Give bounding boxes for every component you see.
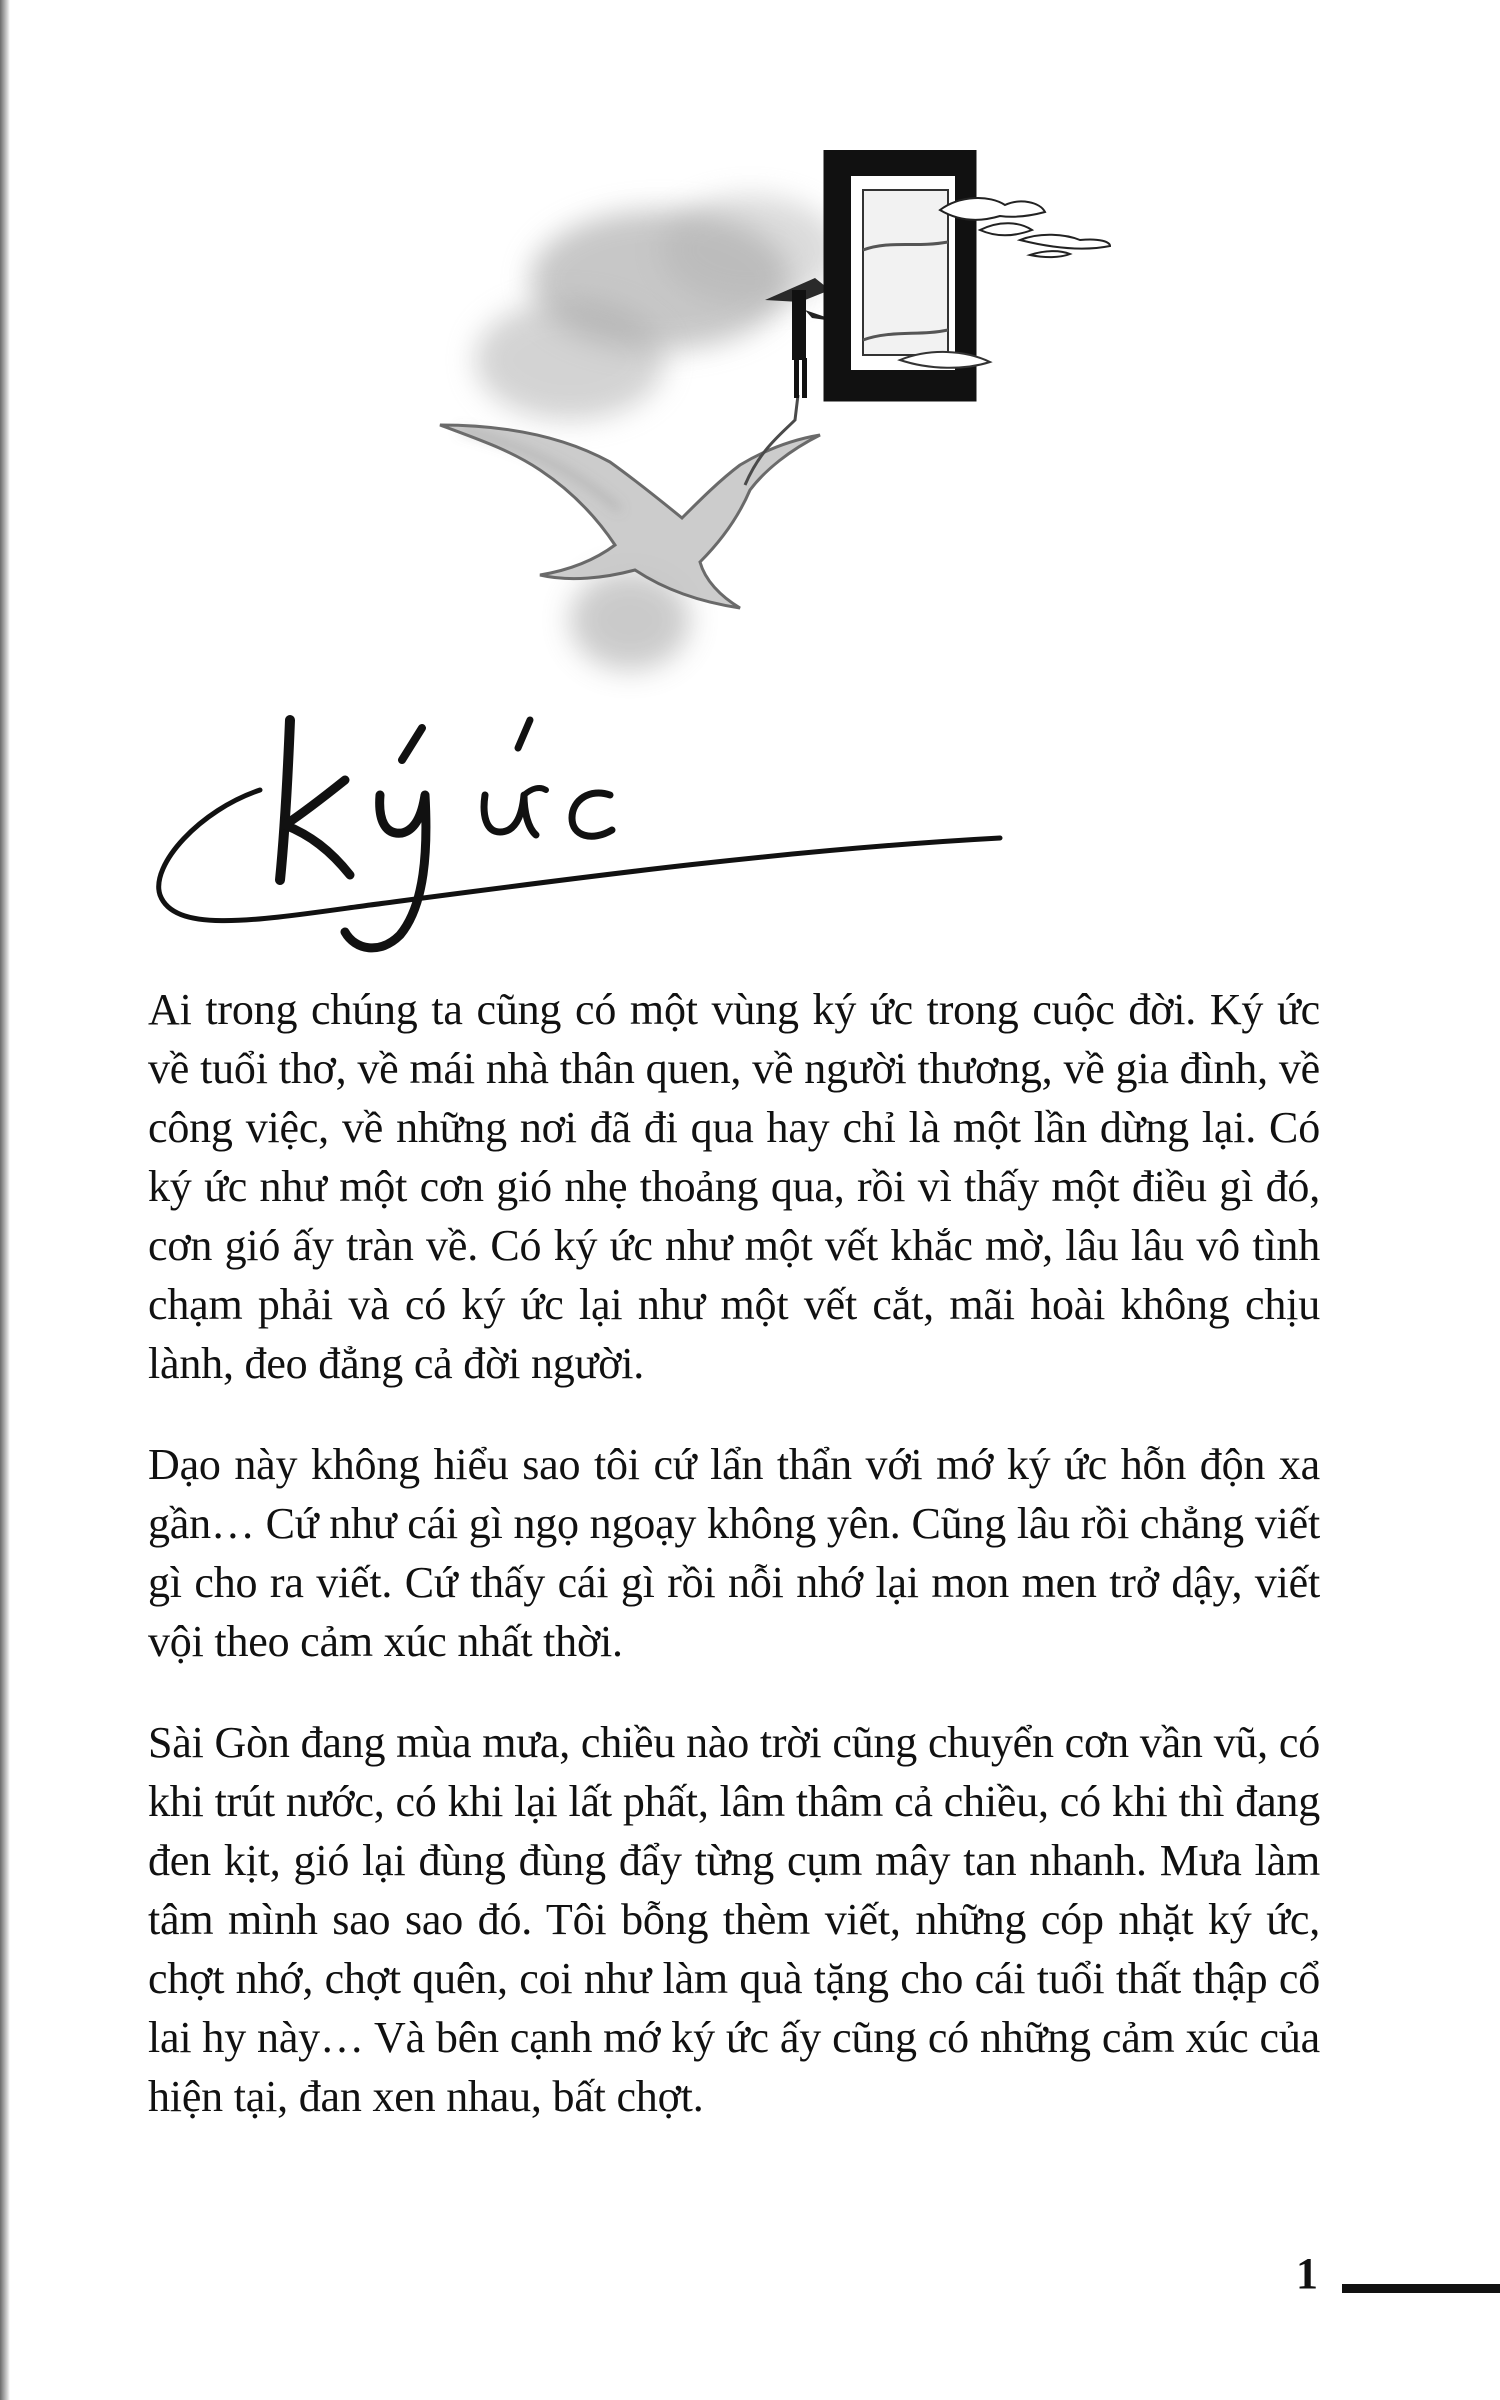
title-letter-k	[280, 720, 290, 880]
page-spine-shadow	[0, 0, 10, 2400]
paragraph-3: Sài Gòn đang mùa mưa, chiều nào trời cũng chuyển cơn vần vũ, có khi trút nước, có khi lại lất phất, lâm thâm cả chiều, có khi thì đang đen kịt, gió lại đùng đùng đẩy từng cụm mây tan nhanh. Mưa làm tâm mình sao sao đó. Tôi bỗng thèm viết, những cóp nhặt ký ức, chợt nhớ, chợt quên, coi như làm quà tặng cho cái tuổi thất thập cổ lai hy này… Và bên cạnh mớ ký ức ấy cũng có những cảm xúc của hiện tại, đan xen nhau, bất chợt.	[148, 1718, 1320, 2121]
title-letter-y	[345, 795, 426, 948]
trail-line	[745, 395, 798, 485]
page-number-rule	[1342, 2284, 1500, 2293]
title-letter-u	[484, 795, 536, 835]
page-number: 1	[1296, 2249, 1318, 2298]
ink-illustration	[420, 150, 1120, 710]
paragraph-1: Ai trong chúng ta cũng có một vùng ký ức trong cuộc đời. Ký ức về tuổi thơ, về mái nhà thân quen, về người thương, về gia đình, về công việc, về những nơi đã đi qua hay chỉ là một lần dừng lại. Có ký ức như một cơn gió nhẹ thoảng qua, rồi vì thấy một điều gì đó, cơn gió ấy tràn về. Có ký ức như một vết khắc mờ, lâu lâu vô tình chạm phải và có ký ức lại như một vết cắt, mãi hoài không chịu lành, đeo đẳng cả đời người.	[148, 985, 1320, 1388]
paragraph-2: Dạo này không hiểu sao tôi cứ lẩn thẩn với mớ ký ức hỗn độn xa gần… Cứ như cái gì ngọ ngoạy không yên. Cũng lâu rồi chẳng viết gì cho ra viết. Cứ thấy cái gì rồi nỗi nhớ lại mon men trở dậy, viết vội theo cảm xúc nhất thời.	[148, 1440, 1320, 1666]
title-letter-c	[572, 793, 612, 836]
body-text	[148, 980, 1320, 2168]
handwritten-title	[140, 700, 1020, 970]
